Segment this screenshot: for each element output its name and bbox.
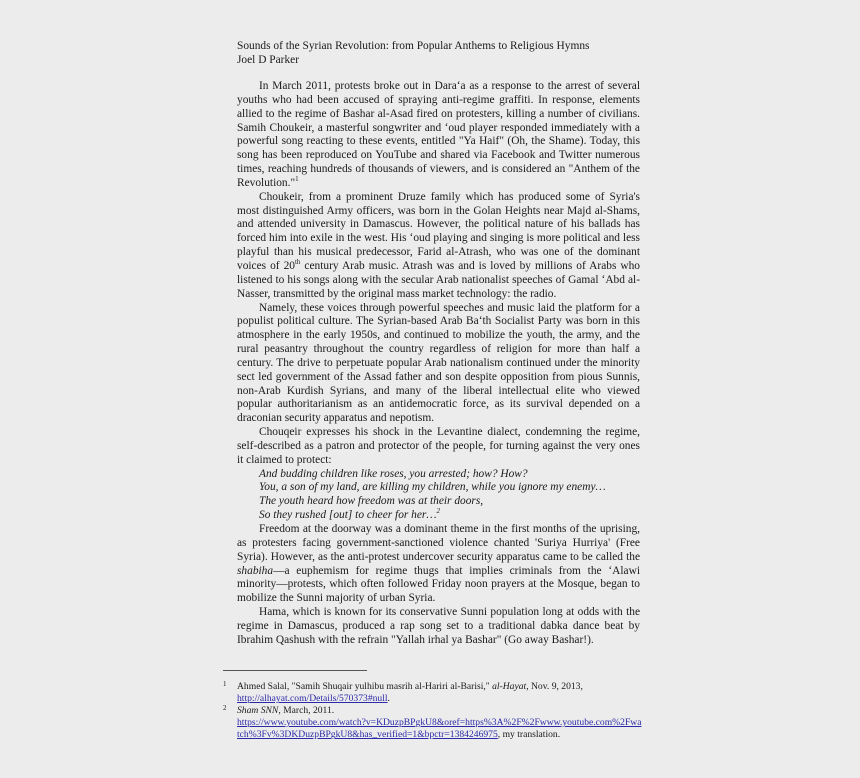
paragraph-text: In March 2011, protests broke out in Dara‘a as a response to the arrest of several youths who had been accused of spraying anti-regime graffiti. In response, elements allied to the regime of Bashar al-Asad fired on protesters, killing a number of civilians. Samih Choukeir, a masterful songwriter and ‘oud player responded immediately with a powerful song reacting to these events, entitled "Ya Haif" (Oh, the Shame). Today, this song has been reproduced on YouTube and shared via Facebook and Twitter numerous times, reaching hundreds of thousands of viewers, and is considered an "Anthem of the Revolution." xyxy=(237,80,640,189)
footnote-citation: Ahmed Salal, "Samih Shuqair yulhibu masrih al-Hariri al-Barisi," xyxy=(237,681,493,692)
paragraph-text: Choukeir, from a prominent Druze family which has produced some of Syria's most distinguished Army officers, was born in the Golan Heights near Majd al-Shams, and attended university in Damascus. However, the political nature of his ballads has forced him into exile in the west. His ‘oud playing and singing is more political and less playful than his musical predecessor, Farid al-Atrash, who was one of the dominant voices of 20 xyxy=(237,190,640,272)
paragraph-2 xyxy=(237,191,640,302)
paragraph-3: Namely, these voices through powerful speeches and music laid the platform for a populist political culture. The Syrian-based Arab Ba‘th Socialist Party was born in this atmosphere in the early 1950s, and continued to mobilize the youth, the army, and the rural peasantry throughout the country regardless of religion for more than half a century. The drive to perpetuate popular Arab nationalism continued under the minority sect led government of the Assad father and son despite opposition from pious Sunnis, non-Arab Kurdish Syrians, and many of the liberal intellectual elite who viewed popular authoritarianism as an antidemocratic force, as its survival depended on a draconian security apparatus and nepotism. xyxy=(237,301,640,425)
footnote-note: , my translation. xyxy=(497,729,561,741)
footnote-text xyxy=(237,705,643,742)
footnote-link[interactable]: https://www.youtube.com/watch?v=KDuzpBPgkU8&oref=https%3A%2F%2Fwww.youtube.com%2Fwatch%3Fv%3DKDuzpBPgkU8&has_verified=1&bpctr=1384246975 xyxy=(237,717,642,741)
body-text xyxy=(237,80,640,648)
footnote-text xyxy=(237,681,643,705)
paragraph-6: Hama, which is known for its conservative Sunni population long at odds with the regime in Damascus, produced a rap song set to a traditional dabka dance beat by Ibrahim Qashush with the refrain "Yallah irhal ya Bashar" (Go away Bashar!). xyxy=(237,606,640,646)
paper-author: Joel D Parker xyxy=(237,53,299,66)
quote-line-4 xyxy=(237,509,640,523)
footnote-date: , Nov. 9, 2013, xyxy=(526,681,583,692)
quote-line-1: And budding children like roses, you arrested; how? How? xyxy=(259,467,528,480)
footnote-date: , March, 2011. xyxy=(278,705,335,716)
quote-line-2: You, a son of my land, are killing my children, while you ignore my enemy… xyxy=(259,481,606,494)
paragraph-5 xyxy=(237,523,640,606)
title-block xyxy=(237,40,589,67)
emphasis: shabiha xyxy=(237,564,274,577)
footnote-link[interactable]: http://alhayat.com/Details/570373#null xyxy=(237,693,388,705)
paper-title: Sounds of the Syrian Revolution: from Popular Anthems to Religious Hymns xyxy=(237,40,590,52)
footnote-2 xyxy=(223,705,643,742)
quote-line-3: The youth heard how freedom was at their doors, xyxy=(259,495,484,508)
paragraph-text: —a euphemism for regime thugs that implies criminals from the ‘Alawi minority—protests, which often followed Friday noon prayers at the Mosque, began to mobilize the Sunni majority of urban Syria. xyxy=(237,564,640,605)
footnote-source: al-Hayat xyxy=(492,681,527,692)
footnote-ref[interactable]: 1 xyxy=(295,174,299,183)
superscript: th xyxy=(294,257,301,266)
paragraph-1 xyxy=(237,80,640,191)
quote-text: So they rushed [out] to cheer for her… xyxy=(259,509,437,522)
paragraph-text: Freedom at the doorway was a dominant theme in the first months of the uprising, as protesters facing government-sanctioned violence chanted 'Suriya Hurriya' (Free Syria). However, as the anti-protest undercover security apparatus came to be called the xyxy=(237,523,640,563)
footnote-source: Sham SNN xyxy=(237,705,279,716)
punctuation: . xyxy=(387,693,390,705)
footnote-divider xyxy=(223,670,367,671)
paragraph-text: century Arab music. Atrash was and is loved by millions of Arabs who listened to his songs along with the secular Arab nationalist speeches of Gamal ‘Abd al-Nasser, transmitted by the original mass market technology: the radio. xyxy=(237,259,640,300)
footnote-number: 1 xyxy=(223,680,227,688)
footnote-1 xyxy=(223,681,643,705)
paragraph-4: Chouqeir expresses his shock in the Levantine dialect, condemning the regime, self-described as a patron and protector of the people, for turning against the very ones it claimed to protect: xyxy=(237,426,640,466)
footnote-ref[interactable]: 2 xyxy=(436,507,440,516)
footnote-number: 2 xyxy=(223,704,227,712)
